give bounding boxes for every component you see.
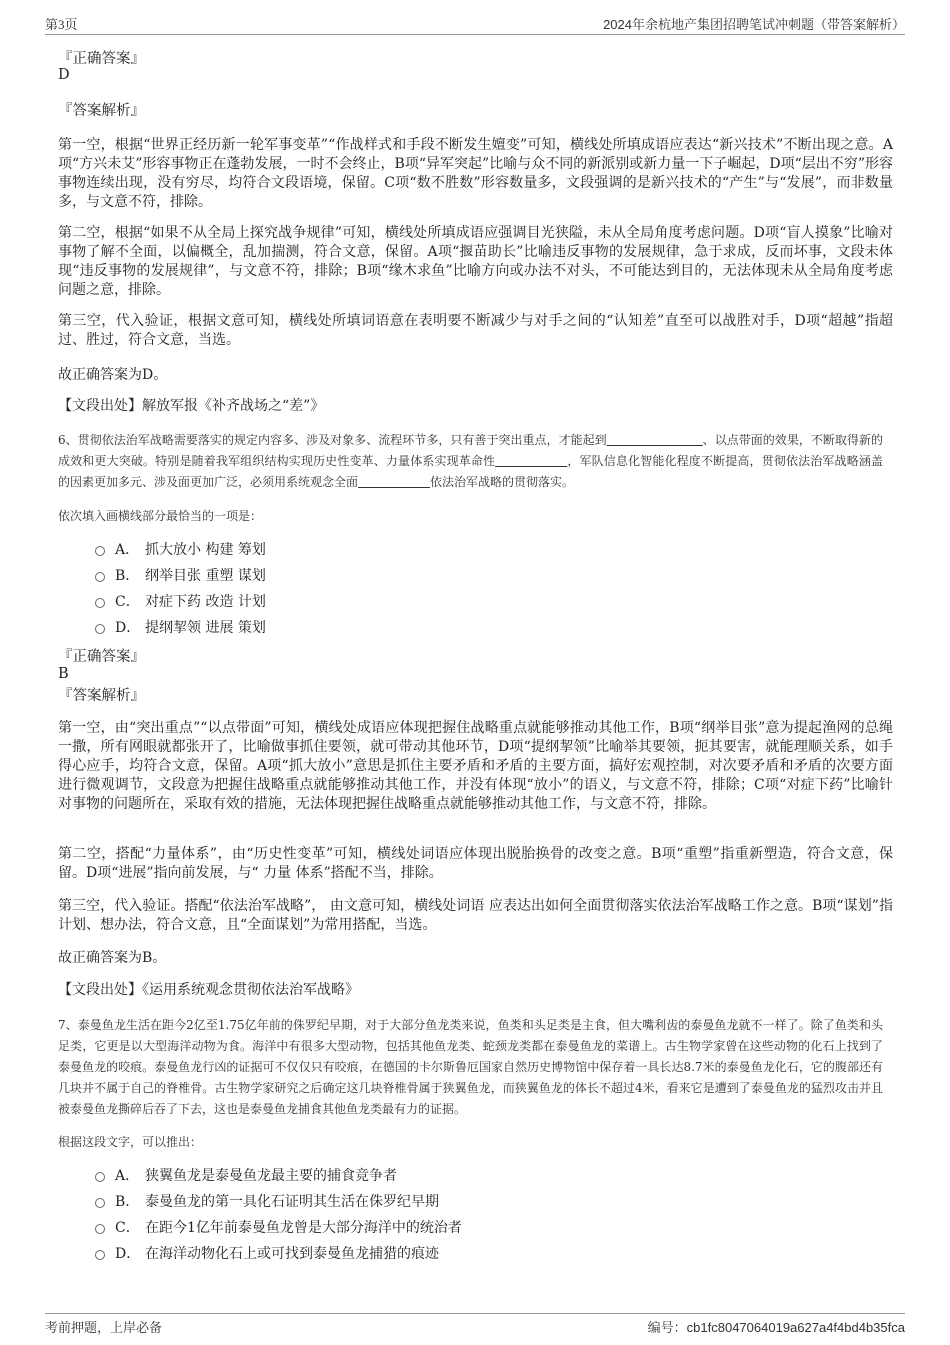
question-stem: 6、贯彻依法治军战略需要落实的规定内容多、涉及对象多、流程环节多，只有善于突出重点，才能起到 、以点带面的效果，不断取得新的成效和更大突破。特别是随着我军组织结构实现历史性变革、力量体系实现革命性 ，军队信息化智能化程度不断提高，贯彻依法治军战略涵盖的因素更加多元、涉及面更加广泛，必须用系统观念全面 依法治军战略的贯彻落实。	[58, 433, 883, 489]
radio-icon[interactable]	[95, 1172, 105, 1182]
question-prompt: 依次填入画横线部分最恰当的一项是：	[58, 509, 263, 523]
source-note: 【文段出处】《运用系统观念贯彻依法治军战略》	[58, 982, 359, 998]
radio-icon[interactable]	[95, 1198, 105, 1208]
option-a[interactable]: A． 狭翼鱼龙是泰曼鱼龙最主要的捕食竞争者	[95, 1163, 462, 1189]
question-prompt: 根据这段文字，可以推出：	[58, 1135, 203, 1149]
page-number: 第3页	[45, 17, 78, 32]
option-d[interactable]: D． 在海洋动物化石上或可找到泰曼鱼龙捕猎的痕迹	[95, 1241, 462, 1267]
analysis-heading: 『答案解析』	[58, 688, 145, 704]
radio-icon[interactable]	[95, 1224, 105, 1234]
option-b[interactable]: B． 泰曼鱼龙的第一具化石证明其生活在侏罗纪早期	[95, 1189, 462, 1215]
document-id: 编号：cb1fc8047064019a627a4f4bd4b35fca	[647, 1320, 905, 1336]
page-header	[45, 14, 905, 35]
blank-line	[607, 433, 703, 447]
option-list	[95, 1163, 462, 1267]
radio-icon[interactable]	[95, 1250, 105, 1260]
analysis-paragraph: 第三空，代入验证。搭配“依法治军战略”， 由文意可知，横线处词语 应表达出如何全面贯彻落实依法治军战略工作之意。B项“谋划”指计划、想办法，符合文意，且“全面谋划”为常用搭配，当选。	[58, 898, 893, 933]
radio-icon[interactable]	[95, 624, 105, 634]
document-title: 2024年余杭地产集团招聘笔试冲刺题（带答案解析）	[603, 17, 905, 32]
option-d[interactable]: D． 提纲挈领 进展 策划	[95, 615, 266, 641]
option-b[interactable]: B． 纲举目张 重塑 谋划	[95, 563, 266, 589]
analysis-heading: 『答案解析』	[58, 103, 145, 119]
analysis-paragraph: 第三空，代入验证，根据文意可知，横线处所填词语意在表明要不断减少与对手之间的“认知差”直至可以战胜对手，D项“超越”指超过、胜过，符合文意，当选。	[58, 313, 893, 348]
option-c[interactable]: C． 在距今1亿年前泰曼鱼龙曾是大部分海洋中的统治者	[95, 1215, 462, 1241]
analysis-paragraph: 第二空，搭配“力量体系”，由“历史性变革”可知，横线处词语应体现出脱胎换骨的改变之意。B项“重塑”指重新塑造，符合文意，保留。D项“进展”指向前发展，与“ 力量 体系”搭配不当，排除。	[58, 846, 893, 881]
analysis-paragraph: 第一空，由“突出重点”“以点带面”可知，横线处成语应体现把握住战略重点就能够推动其他工作，B项“纲举目张”意为提起渔网的总绳一撒，所有网眼就都张开了，比喻做事抓住要领，就可带动其他环节，D项“提纲挈领”比喻举其要领，扼其要害，就能理顺关系，如手得心应手，均符合文意，保留。A项“抓大放小”意思是抓住主要矛盾和矛盾的主要方面，搞好宏观控制，对次要矛盾和矛盾的次要方面进行微观调节，文段意为把握住战略重点就能够推动其他工作，并没有体现“放小”的语义，与文意不符，排除；C项“对症下药”比喻针对事物的问题所在，采取有效的措施，无法体现把握住战略重点就能够推动其他工作，与文意不符，排除。	[58, 720, 893, 812]
blank-line	[358, 475, 430, 489]
analysis-conclusion: 故正确答案为D。	[58, 367, 168, 383]
blank-line	[495, 454, 567, 468]
page-footer	[45, 1313, 905, 1334]
radio-icon[interactable]	[95, 598, 105, 608]
option-a[interactable]: A． 抓大放小 构建 筹划	[95, 537, 266, 563]
analysis-conclusion: 故正确答案为B。	[58, 950, 167, 966]
analysis-paragraph: 第二空，根据“如果不从全局上探究战争规律”可知，横线处所填成语应强调目光狭隘，未从全局角度考虑问题。D项“盲人摸象”比喻对事物了解不全面，以偏概全，乱加揣测，符合文意，保留。A项“揠苗助长”比喻违反事物的发展规律，急于求成，反而坏事，文段未体现“违反事物的发展规律”，与文意不符，排除；B项“缘木求鱼”比喻方向或办法不对头，不可能达到目的，无法体现未从全局角度考虑问题之意，排除。	[58, 225, 893, 298]
answer-heading: 『正确答案』	[58, 51, 145, 67]
option-list	[95, 537, 266, 641]
correct-answer: B	[58, 666, 69, 682]
radio-icon[interactable]	[95, 572, 105, 582]
option-c[interactable]: C． 对症下药 改造 计划	[95, 589, 266, 615]
answer-heading: 『正确答案』	[58, 649, 145, 665]
analysis-paragraph: 第一空，根据“世界正经历新一轮军事变革”“作战样式和手段不断发生嬗变”可知，横线处所填成语应表达“新兴技术”不断出现之意。A项“方兴未艾”形容事物正在蓬勃发展，一时不会终止，B项“异军突起”比喻与众不同的新派别或新力量一下子崛起，D项“层出不穷”形容事物连续出现，没有穷尽，均符合文段语境，保留。C项“数不胜数”形容数量多，文段强调的是新兴技术的“产生”与“发展”，而非数量多，与文意不符，排除。	[58, 137, 893, 210]
radio-icon[interactable]	[95, 546, 105, 556]
correct-answer: D	[58, 67, 70, 83]
source-note: 【文段出处】解放军报《补齐战场之“差”》	[58, 398, 325, 414]
footer-slogan: 考前押题，上岸必备	[45, 1321, 163, 1336]
question-stem: 7、泰曼鱼龙生活在距今2亿至1.75亿年前的侏罗纪早期，对于大部分鱼龙类来说，鱼类和头足类是主食，但大嘴利齿的泰曼鱼龙就不一样了。除了鱼类和头足类，它更是以大型海洋动物为食。海洋中有很多大型动物，包括其他鱼龙类、蛇颈龙类都在泰曼鱼龙的菜谱上。古生物学家曾在这些动物的化石上找到了泰曼鱼龙的咬痕。泰曼鱼龙行凶的证据可不仅仅只有咬痕，在德国的卡尔斯鲁厄国家自然历史博物馆中保存着一具长达8.7米的泰曼鱼龙化石，它的腹部还有几块并不属于自己的脊椎骨。古生物学家研究之后确定这几块脊椎骨属于狭翼鱼龙，而狭翼鱼龙的体长不超过4米，看来它是遭到了泰曼鱼龙的猛烈攻击并且被泰曼鱼龙撕碎后吞了下去，这也是泰曼鱼龙捕食其他鱼龙类最有力的证据。	[58, 1018, 883, 1116]
